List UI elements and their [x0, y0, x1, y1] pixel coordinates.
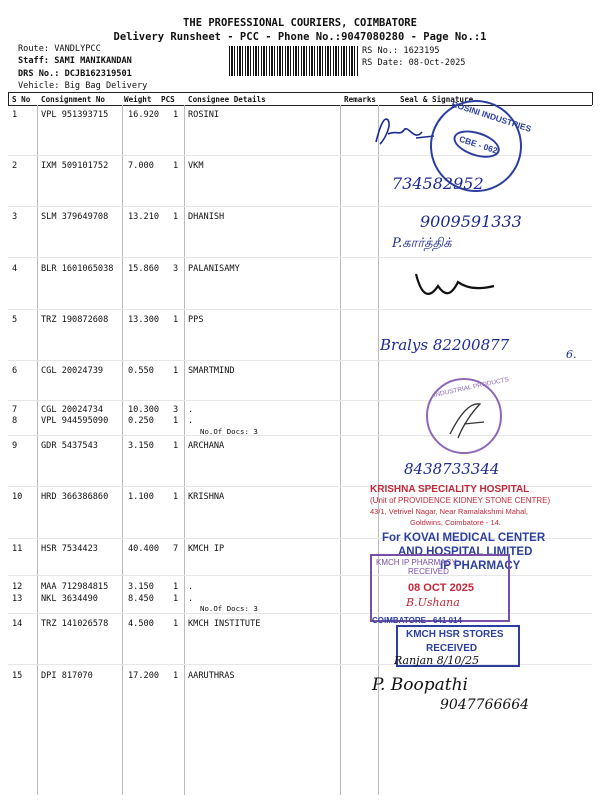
- handwritten-suffix-row-5: 6.: [566, 348, 577, 361]
- row-weight: 4.500: [128, 619, 154, 629]
- row-consignment: NKL 3634490: [41, 594, 98, 604]
- rosini-seal-code: CBE - 062: [457, 133, 499, 156]
- kmch-box-received: RECEIVED: [408, 567, 449, 576]
- col-consignment: Consignment No: [41, 95, 106, 104]
- kmch-city-stamp: COIMBATORE - 641 014: [372, 616, 462, 625]
- row-sno: 7: [12, 405, 18, 415]
- col-consignee: Consignee Details: [188, 95, 266, 104]
- row-weight: 3.150: [128, 441, 154, 451]
- row-separator: [8, 309, 592, 310]
- row-weight: 15.860: [128, 264, 160, 274]
- row-consignment: GDR 5437543: [41, 441, 98, 451]
- col-pcs: PCS: [161, 95, 175, 104]
- row-pcs: 1: [173, 366, 179, 376]
- row-consignee: KRISHNA: [188, 492, 225, 502]
- row-pcs: 7: [173, 544, 179, 554]
- row-weight: 13.300: [128, 315, 160, 325]
- row-consignment: TRZ 141026578: [41, 619, 109, 629]
- row-sno: 3: [12, 212, 18, 222]
- kovai-stamp-line-3: IP PHARMACY: [440, 560, 521, 572]
- staff-label: Staff: SAMI MANIKANDAN: [18, 56, 132, 66]
- kovai-stamp-line-2: AND HOSPITAL LIMITED: [398, 546, 533, 558]
- divider-pcs: [184, 105, 185, 795]
- row-sno: 14: [12, 619, 23, 629]
- row-sno: 9: [12, 441, 18, 451]
- row-pcs: 1: [173, 492, 179, 502]
- row-pcs: 1: [173, 416, 179, 426]
- handwritten-phone-row-2: 734582952: [392, 174, 484, 193]
- row-consignment: IXM 509101752: [41, 161, 109, 171]
- row-consignee: AARUTHRAS: [188, 671, 235, 681]
- krishna-stamp-line-2: (Unit of PROVIDENCE KIDNEY STONE CENTRE): [370, 496, 551, 505]
- table-top-rule: [8, 92, 592, 93]
- row-consignment: DPI 817070: [41, 671, 93, 681]
- docs-count-note: No.Of Docs: 3: [200, 604, 258, 613]
- row-weight: 7.000: [128, 161, 154, 171]
- row-sno: 15: [12, 671, 23, 681]
- row-sno: 12: [12, 582, 23, 592]
- rs-date: RS Date: 08-Oct-2025: [362, 58, 466, 68]
- hsr-stamp-received: RECEIVED: [426, 643, 478, 654]
- row-consignment: TRZ 190872608: [41, 315, 109, 325]
- col-sno: S No: [12, 95, 31, 104]
- handwritten-name-row-15: P. Boopathi: [372, 675, 468, 695]
- row-consignee: .: [188, 582, 194, 592]
- handwritten-phone-row-15: 9047766664: [440, 697, 530, 713]
- barcode-image: [229, 46, 359, 76]
- row-pcs: 1: [173, 671, 179, 681]
- row-weight: 3.150: [128, 582, 154, 592]
- route-label: Route: VANDLYPCC: [18, 44, 101, 54]
- row-sno: 10: [12, 492, 23, 502]
- row-consignee: .: [188, 416, 194, 426]
- drs-label: DRS No.: DCJB162319501: [18, 69, 132, 79]
- row-consignment: MAA 712984815: [41, 582, 109, 592]
- col-seal-signature: Seal & Signature: [400, 95, 474, 104]
- industrial-products-seal: [426, 376, 510, 454]
- docs-count-note: No.Of Docs: 3: [200, 427, 258, 436]
- kmch-box-title: KMCH IP PHARMACY: [376, 558, 457, 567]
- row-weight: 0.250: [128, 416, 154, 426]
- company-title: THE PROFESSIONAL COURIERS, COIMBATORE: [183, 17, 417, 29]
- divider-consignee: [340, 105, 341, 795]
- row-consignee: DHANISH: [188, 212, 225, 222]
- kmch-box-signature: B.Ushana: [406, 596, 460, 609]
- industrial-products-text: INDUSTRIAL PRODUCTS: [433, 376, 510, 399]
- row-sno: 11: [12, 544, 23, 554]
- row-sno: 6: [12, 366, 18, 376]
- col-remarks: Remarks: [344, 95, 377, 104]
- row-sno: 1: [12, 110, 18, 120]
- table-right-edge: [592, 92, 593, 105]
- table-header-rule: [8, 105, 592, 106]
- krishna-stamp-line-1: KRISHNA SPECIALITY HOSPITAL: [370, 484, 530, 495]
- row-separator: [8, 435, 592, 436]
- row-pcs: 1: [173, 441, 179, 451]
- row-consignment: HRD 366386860: [41, 492, 109, 502]
- row-pcs: 1: [173, 594, 179, 604]
- row-consignment: CGL 20024734: [41, 405, 104, 415]
- row-consignment: VPL 944595090: [41, 416, 109, 426]
- row-consignee: ROSINI: [188, 110, 220, 120]
- row-weight: 17.200: [128, 671, 160, 681]
- row-pcs: 1: [173, 212, 179, 222]
- row-consignment: SLM 379649708: [41, 212, 109, 222]
- row-consignee: .: [188, 594, 194, 604]
- runsheet-subtitle: Delivery Runsheet - PCC - Phone No.:9047080280 - Page No.:1: [113, 31, 487, 43]
- row-pcs: 1: [173, 619, 179, 629]
- kovai-stamp-line-1: For KOVAI MEDICAL CENTER: [382, 532, 546, 544]
- row-sno: 13: [12, 594, 23, 604]
- row-consignee: PPS: [188, 315, 204, 325]
- row-pcs: 3: [173, 264, 179, 274]
- seal-signature-mark: [440, 394, 490, 444]
- krishna-stamp-line-4: Goldwins, Coimbatore - 14.: [410, 518, 501, 527]
- row-weight: 40.400: [128, 544, 160, 554]
- row-consignment: VPL 951393715: [41, 110, 109, 120]
- row-separator: [8, 206, 592, 207]
- row-consignee: KMCH IP: [188, 544, 225, 554]
- row-consignee: SMARTMIND: [188, 366, 235, 376]
- row-consignee: PALANISAMY: [188, 264, 240, 274]
- row-consignment: CGL 20024739: [41, 366, 104, 376]
- row-pcs: 1: [173, 315, 179, 325]
- row-sno: 2: [12, 161, 18, 171]
- hsr-stamp-title: KMCH HSR STORES: [406, 629, 504, 640]
- row-weight: 8.450: [128, 594, 154, 604]
- row-weight: 10.300: [128, 405, 160, 415]
- row-separator: [8, 257, 592, 258]
- row-consignee: KMCH INSTITUTE: [188, 619, 261, 629]
- kmch-box-date: 08 OCT 2025: [408, 582, 475, 594]
- handwritten-phone-row-3: 9009591333: [420, 212, 522, 231]
- signature-row-4: [408, 268, 498, 304]
- row-weight: 13.210: [128, 212, 160, 222]
- vehicle-label: Vehicle: Big Bag Delivery: [18, 81, 148, 91]
- row-pcs: 3: [173, 405, 179, 415]
- handwritten-phone-row-5: Bralys 82200877: [380, 336, 510, 354]
- row-pcs: 1: [173, 161, 179, 171]
- row-consignment: BLR 1601065038: [41, 264, 114, 274]
- row-consignee: .: [188, 405, 194, 415]
- rosini-seal-text: ROSINI INDUSTRIES: [450, 98, 533, 134]
- kmch-ip-received-box: [370, 554, 510, 622]
- row-consignee: ARCHANA: [188, 441, 225, 451]
- col-weight: Weight: [124, 95, 152, 104]
- row-pcs: 1: [173, 582, 179, 592]
- row-pcs: 1: [173, 110, 179, 120]
- row-consignee: VKM: [188, 161, 204, 171]
- handwritten-date-row-14: Ranjan 8/10/25: [394, 654, 480, 667]
- rs-number: RS No.: 1623195: [362, 46, 440, 56]
- row-consignment: HSR 7534423: [41, 544, 98, 554]
- row-weight: 1.100: [128, 492, 154, 502]
- row-sno: 4: [12, 264, 18, 274]
- row-separator: [8, 400, 592, 401]
- row-sno: 8: [12, 416, 18, 426]
- row-sno: 5: [12, 315, 18, 325]
- divider-consignment: [122, 105, 123, 795]
- handwritten-phone-row-9: 8438733344: [404, 460, 500, 478]
- handwritten-name-row-3: P.கார்த்திக்: [392, 236, 452, 251]
- divider-sno: [37, 105, 38, 795]
- row-weight: 0.550: [128, 366, 154, 376]
- row-weight: 16.920: [128, 110, 160, 120]
- krishna-stamp-line-3: 43/1, Vetrivel Nagar, Near Ramalakshmi Mahal,: [370, 507, 528, 516]
- row-separator: [8, 360, 592, 361]
- table-left-edge: [8, 92, 9, 105]
